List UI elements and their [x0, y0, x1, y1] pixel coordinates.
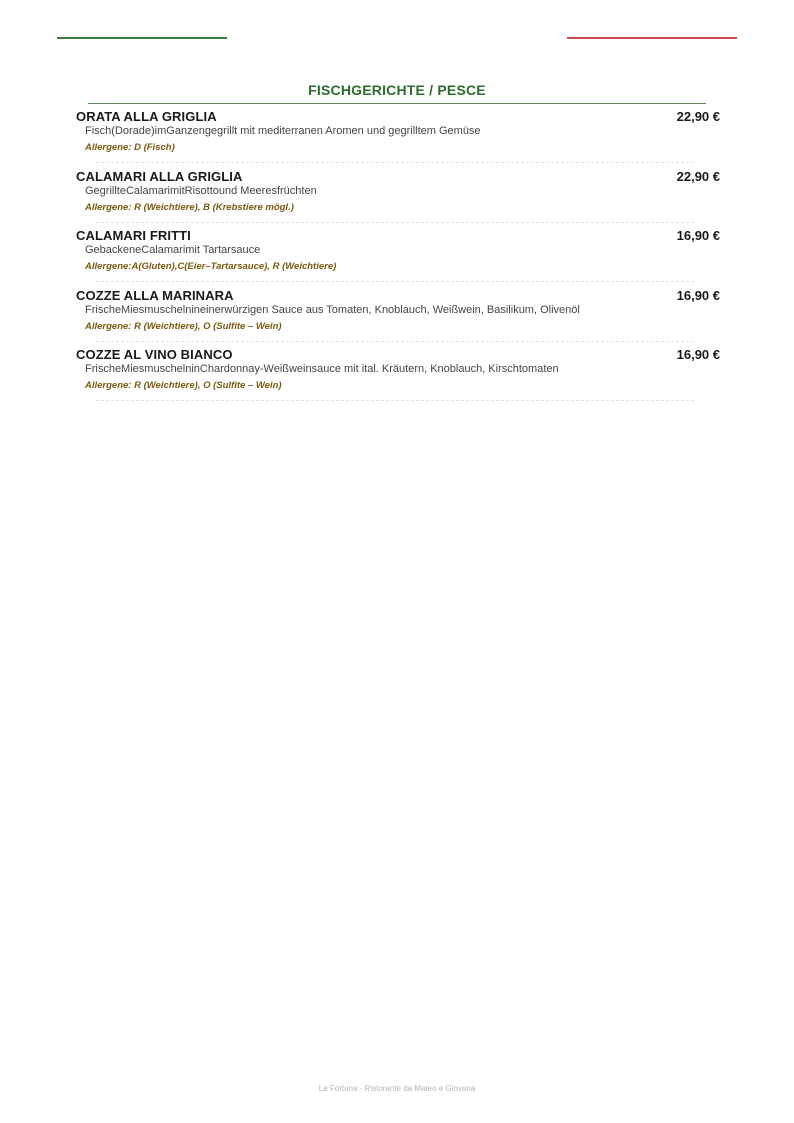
item-description: FrischeMiesmuschelninChardonnay-Weißweinsauce mit ital. Kräutern, Knoblauch, Kirschtomaten: [85, 363, 559, 375]
item-divider: [96, 341, 694, 342]
top-rule-green: [57, 37, 227, 39]
menu-list: [76, 108, 720, 406]
item-name: ORATA ALLA GRIGLIA: [76, 109, 217, 124]
menu-item-orata-alla-griglia: [76, 108, 720, 168]
item-allergens: Allergene: D (Fisch): [85, 142, 175, 153]
page-footer: La Fortuna · Ristorante da Mateo e Giovana: [318, 1084, 476, 1093]
item-allergens: Allergene:A(Gluten),C(Eier–Tartarsauce), R (Weichtiere): [85, 261, 337, 272]
item-allergens: Allergene: R (Weichtiere), O (Sulfite – Wein): [85, 320, 282, 332]
item-description: Fisch(Dorade)imGanzengegrillt mit mediterranen Aromen und gegrilltem Gemüse: [85, 125, 481, 137]
item-description: GebackeneCalamarimit Tartarsauce: [85, 244, 261, 256]
menu-item-calamari-alla-griglia: [76, 168, 720, 228]
item-description: GegrillteCalamarimitRisottound Meeresfrüchten: [85, 184, 317, 197]
item-divider: [96, 281, 694, 282]
item-price: 16,90 €: [676, 347, 720, 362]
top-rule-red: [567, 37, 737, 39]
section-title-underline: [88, 103, 706, 104]
item-price: 16,90 €: [676, 287, 720, 303]
item-name: COZZE AL VINO BIANCO: [76, 347, 233, 362]
menu-item-cozze-al-vino-bianco: [76, 346, 720, 406]
item-price: 22,90 €: [676, 168, 720, 184]
menu-item-cozze-alla-marinara: [76, 287, 720, 347]
item-allergens: Allergene: R (Weichtiere), B (Krebstiere mögl.): [85, 201, 294, 213]
item-divider: [96, 222, 694, 223]
item-name: CALAMARI FRITTI: [76, 228, 191, 243]
item-price: 22,90 €: [676, 109, 720, 124]
item-divider: [96, 162, 694, 163]
item-description: FrischeMiesmuschelnineinerwürzigen Sauce aus Tomaten, Knoblauch, Weißwein, Basilikum, Olivenöl: [85, 303, 580, 316]
section-title: FISCHGERICHTE / PESCE: [308, 82, 486, 98]
item-divider: [96, 400, 694, 401]
item-allergens: Allergene: R (Weichtiere), O (Sulfite – Wein): [85, 380, 282, 391]
item-name: CALAMARI ALLA GRIGLIA: [76, 168, 243, 184]
item-name: COZZE ALLA MARINARA: [76, 287, 234, 303]
item-price: 16,90 €: [676, 228, 720, 243]
menu-item-calamari-fritti: [76, 227, 720, 287]
